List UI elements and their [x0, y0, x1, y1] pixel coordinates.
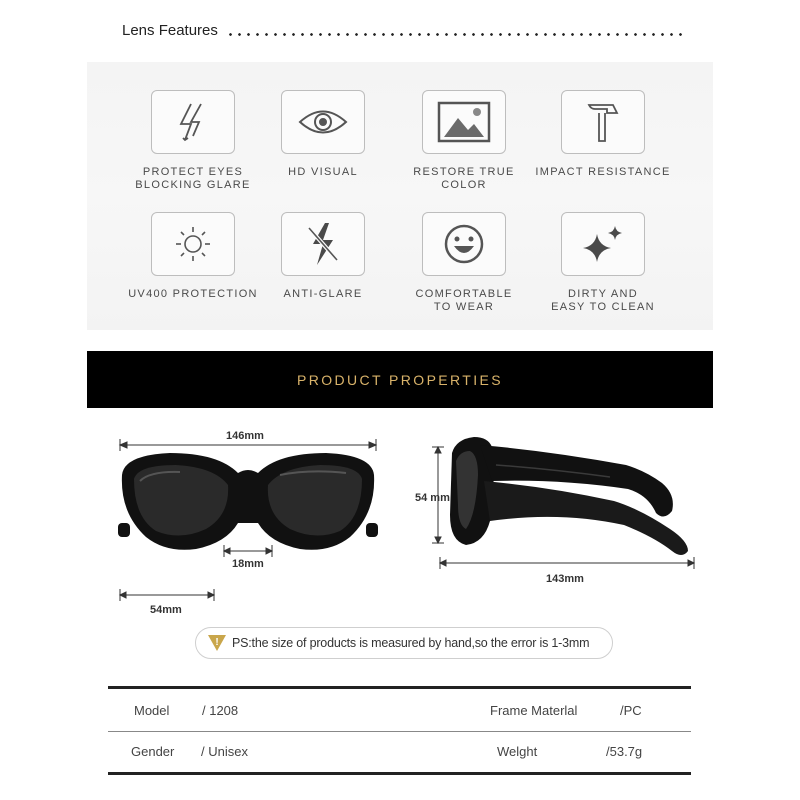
feature-icon-box — [281, 90, 365, 154]
feature-restore-color — [389, 90, 539, 192]
feature-label: COMFORTABLE TO WEAR — [415, 288, 513, 313]
feature-icon-box — [151, 90, 235, 154]
table-middle-rule — [108, 731, 691, 732]
frame-width-label: 146mm — [226, 430, 264, 442]
feature-label: ANTI-GLARE — [283, 288, 363, 300]
table-top-rule — [108, 686, 691, 689]
feature-impact — [528, 90, 678, 179]
sunglasses-front-diagram — [110, 425, 390, 625]
feature-anti-glare — [248, 212, 398, 301]
feature-icon-box — [281, 212, 365, 276]
lens-height-label: 54 mm — [415, 492, 450, 504]
banner-title: PRODUCT PROPERTIES — [296, 371, 504, 388]
feature-label: IMPACT RESISTANCE — [535, 166, 671, 178]
feature-hd-visual — [248, 90, 398, 179]
measurement-note — [195, 627, 613, 659]
feature-easy-clean — [528, 212, 678, 314]
section-title: Lens Features — [122, 22, 218, 39]
spec-gender-value: / Unisex — [201, 744, 248, 759]
feature-label: UV400 PROTECTION — [128, 288, 258, 300]
svg-text:!: ! — [215, 637, 219, 648]
spec-material-label: Frame Materlal — [490, 703, 578, 718]
spec-gender-label: Gender — [131, 744, 175, 759]
dotted-divider — [226, 33, 684, 36]
product-properties-banner — [87, 351, 713, 408]
spec-weight-label: Welght — [497, 744, 538, 759]
measurement-note-text: PS:the size of products is measured by hand,so the error is 1-3mm — [232, 636, 590, 650]
feature-label: HD VISUAL — [288, 166, 358, 178]
feature-protect-eyes — [118, 90, 268, 192]
feature-label: DIRTY AND EASY TO CLEAN — [551, 288, 655, 313]
feature-icon-box — [561, 90, 645, 154]
feature-comfortable — [389, 212, 539, 314]
feature-uv400 — [118, 212, 268, 301]
lens-width-label: 54mm — [150, 604, 182, 616]
table-bottom-rule — [108, 772, 691, 775]
sunglasses-front — [118, 453, 378, 550]
feature-icon-box — [561, 212, 645, 276]
hammer-icon — [583, 99, 623, 145]
warning-triangle-icon — [206, 633, 228, 653]
eye-icon — [297, 105, 349, 139]
feature-icon-box — [151, 212, 235, 276]
spec-model-value: / 1208 — [202, 703, 239, 718]
sunglasses-side — [450, 437, 688, 555]
sparkle-icon — [579, 222, 627, 266]
picture-icon — [436, 100, 492, 144]
spec-material-value: /PC — [620, 703, 642, 718]
features-panel — [87, 62, 713, 330]
feature-icon-box — [422, 212, 506, 276]
temple-length-label: 143mm — [546, 573, 584, 585]
spec-weight-value: /53.7g — [606, 744, 643, 759]
dimension-line-lens-width — [120, 589, 214, 601]
feature-label: RESTORE TRUE COLOR — [413, 166, 515, 191]
bridge-label: 18mm — [232, 558, 264, 570]
sun-icon — [173, 224, 213, 264]
spec-model-label: Model — [134, 703, 170, 718]
feature-label: PROTECT EYES BLOCKING GLARE — [135, 166, 251, 191]
feature-icon-box — [422, 90, 506, 154]
dimension-line-bridge — [224, 545, 272, 557]
anti-glare-icon — [303, 220, 343, 268]
smile-icon — [442, 222, 486, 266]
sunglasses-side-diagram — [400, 425, 710, 595]
dimension-line-temple-length — [440, 557, 694, 569]
lightning-icon — [171, 100, 215, 144]
